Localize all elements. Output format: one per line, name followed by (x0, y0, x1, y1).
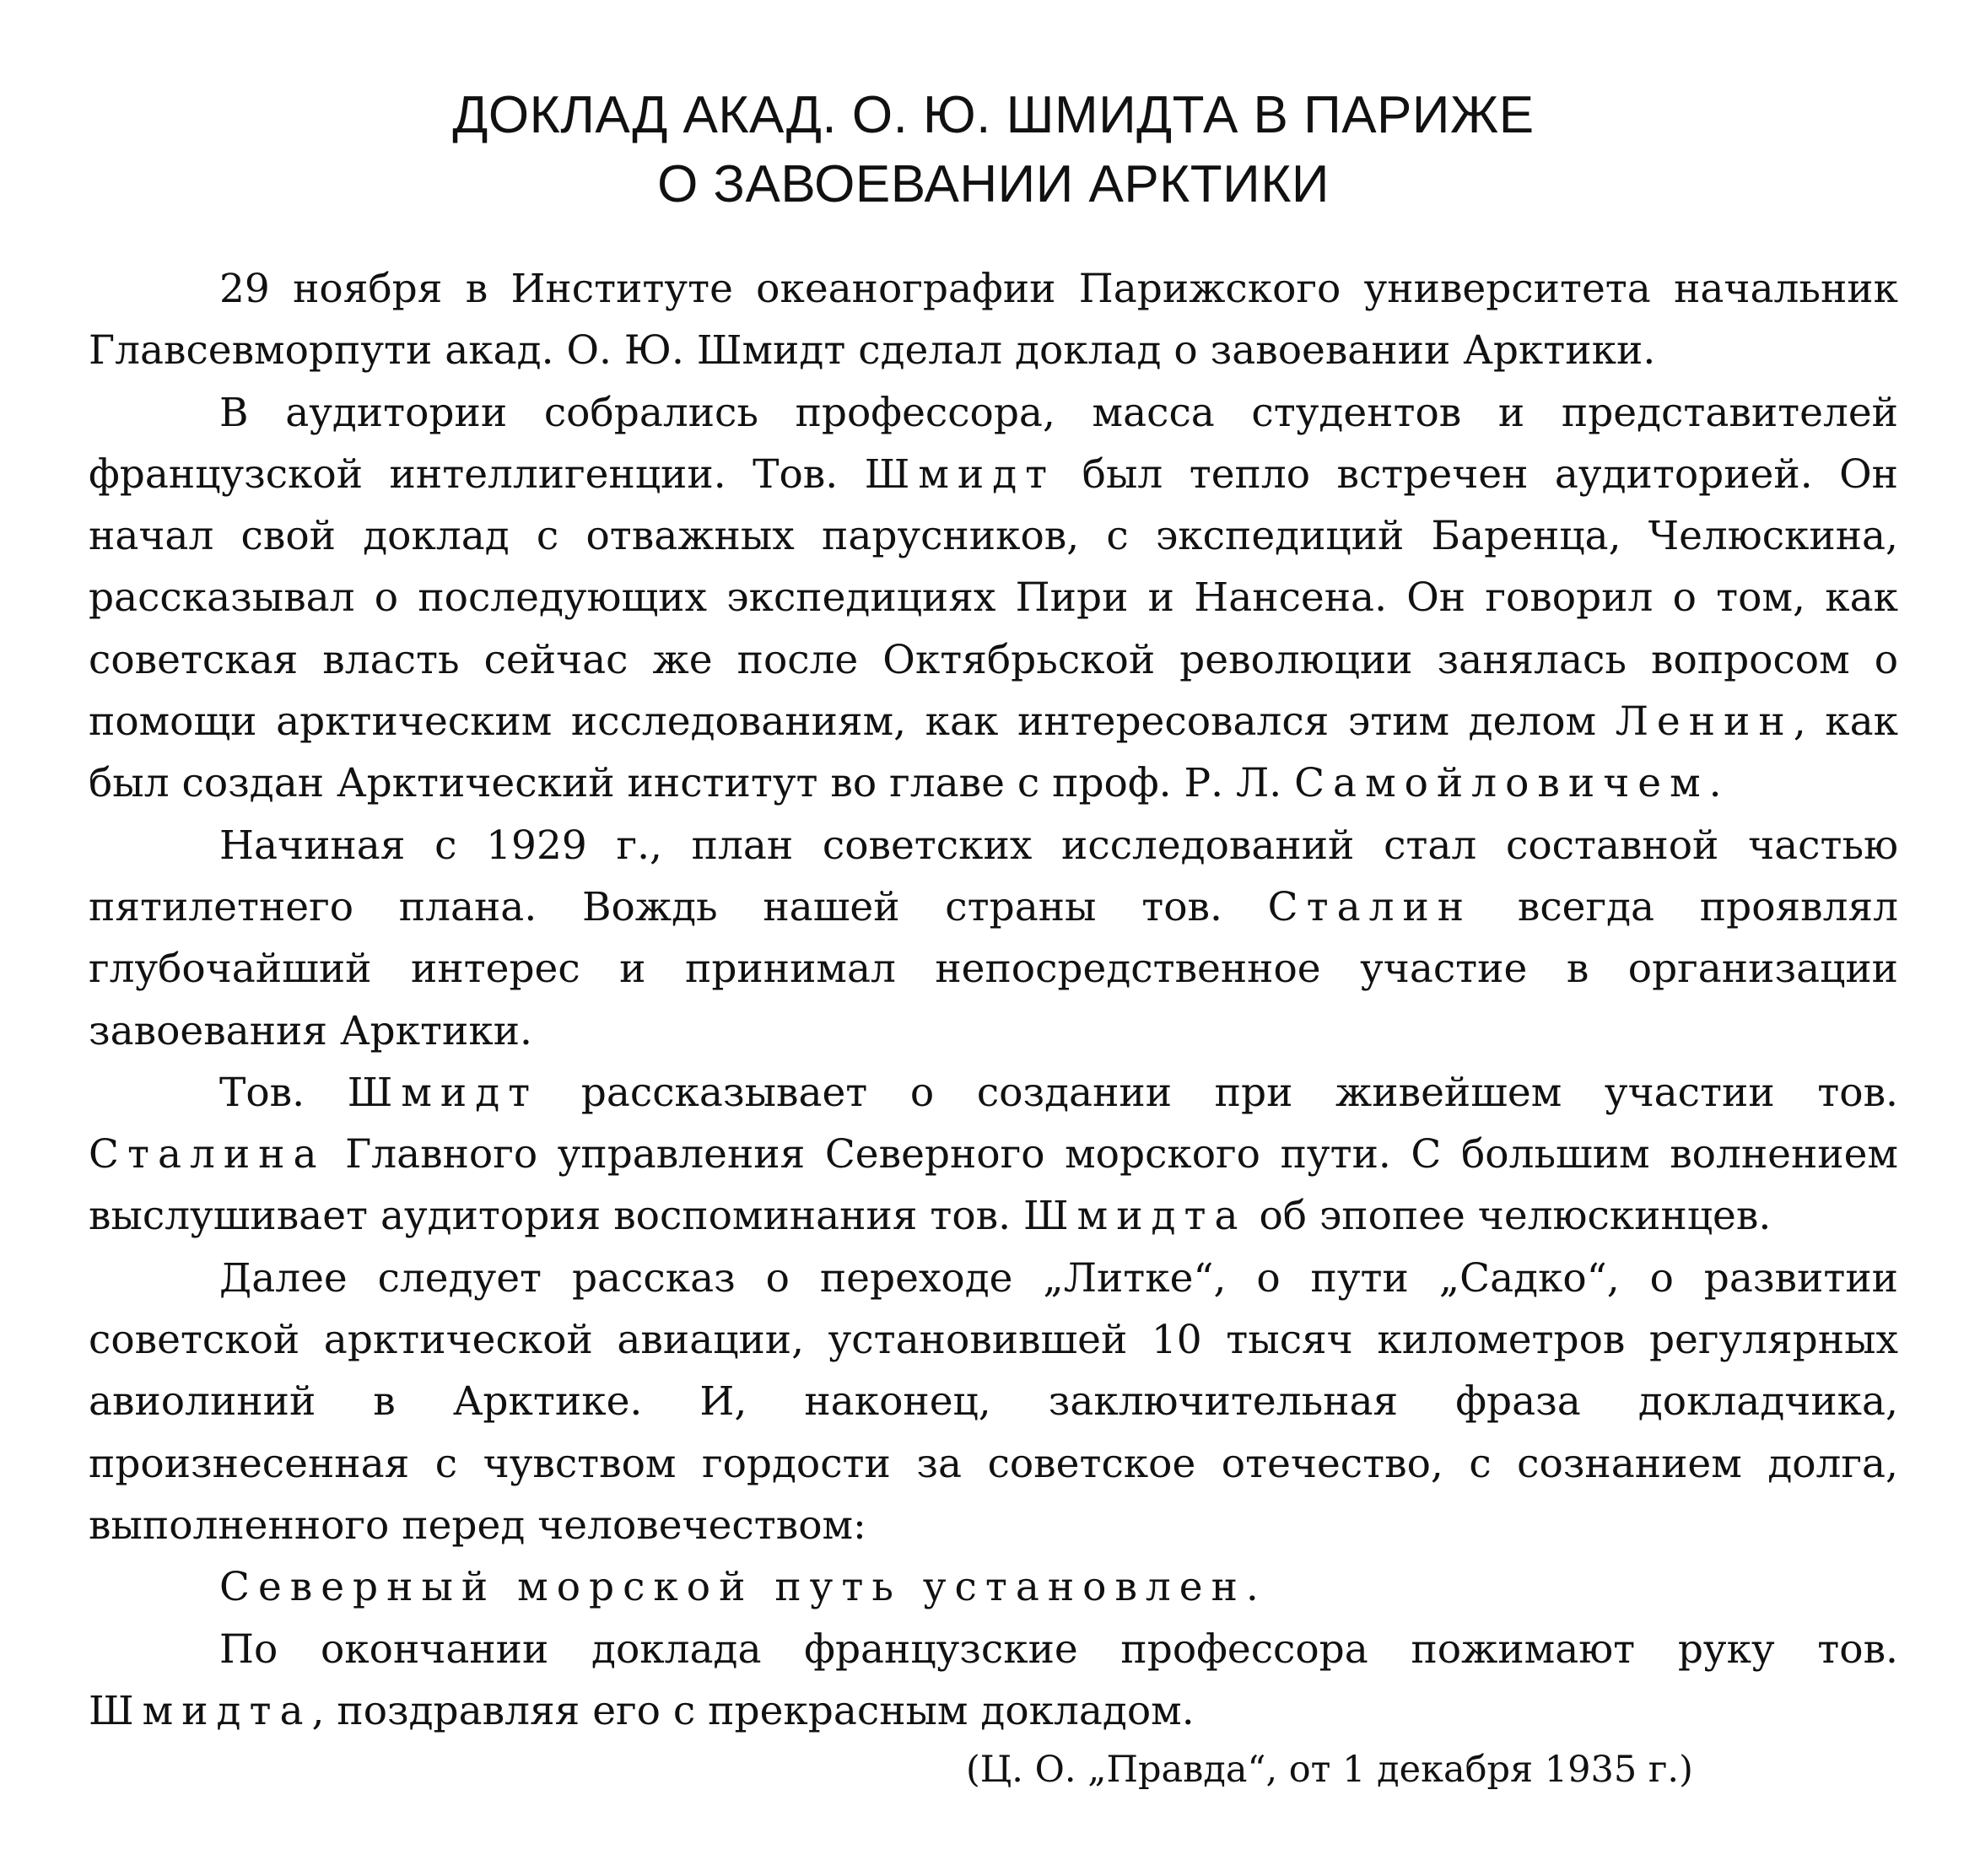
article (89, 81, 1898, 1742)
paragraph-1: 29 ноября в Институте океанографии Парижского университета начальник Главсевморпути акад. О. Ю. Шмидт сделал доклад о завоевании Арктики. (89, 266, 1898, 375)
article-body (89, 258, 1898, 1742)
spaced-name-shmidt: Шмидт (347, 1069, 539, 1116)
paragraph-7-text-b: , поздравляя его с прекрасным докладом. (311, 1687, 1195, 1734)
spaced-name-shmidt: Шмидт (864, 450, 1056, 498)
paragraph-4-text-c: Главного управления Северного морского пути. С большим волнением выслушивает аудитория воспоминания тов. (89, 1131, 1898, 1240)
paragraph-2-text-b: был тепло встречен аудиторией. Он начал свой доклад с отважных парусников, с экспедиций Баренца, Челюскина, рассказывал о последующих экспедициях Пири и Нансена. Он говорил о том, как советская власть сейчас же после Октябрьской революции занялась вопросом о помощи арктическим исследованиям, как интересовался этим делом (89, 450, 1898, 746)
paragraph-2-text-c: , как был создан Арктический институт во главе с проф. Р. Л. (89, 698, 1898, 807)
spaced-closing-phrase: Северный морской путь установлен. (219, 1564, 1267, 1611)
paragraph-2-text-d: . (1708, 760, 1722, 807)
paragraph-4 (89, 1062, 1898, 1248)
spaced-name-stalin: Сталин (1267, 883, 1473, 930)
title-line-1: ДОКЛАД АКАД. О. Ю. ШМИДТА В ПАРИЖЕ (452, 86, 1535, 144)
spaced-name-lenin: Ленин (1615, 698, 1794, 746)
article-title (89, 81, 1898, 219)
paragraph-2 (89, 382, 1898, 815)
paragraph-5: Далее следует рассказ о переходе „Литке“, о пути „Садко“, о развитии советской арктической авиации, установившей 10 тысяч километров регулярных авиолиний в Арктике. И, наконец, заключительная фраза докладчика, произнесенная с чувством гордости за советское отечество, с сознанием долга, выполненного перед человечеством: (89, 1254, 1898, 1549)
paragraph-6 (89, 1556, 1898, 1618)
spaced-name-stalina: Сталина (89, 1131, 326, 1178)
paragraph-3-text-a: Начиная с 1929 г., план советских исследований стал составной частью пятилетнего плана. Вождь нашей страны тов. (89, 822, 1898, 930)
paragraph-3-text-b: всегда проявлял глубочайший интерес и принимал непосредственное участие в организации завоевания Арктики. (89, 883, 1898, 1054)
paragraph-4-text-a: Тов. (219, 1069, 348, 1116)
spaced-name-samoylovich: Самойловичем (1294, 760, 1709, 807)
paragraph-4-text-d: об эпопее челюскинцев. (1246, 1193, 1772, 1240)
title-line-2: О ЗАВОЕВАНИИ АРКТИКИ (657, 155, 1330, 213)
paragraph-7 (89, 1619, 1898, 1743)
source-citation: (Ц. О. „Правда“, от 1 декабря 1935 г.) (966, 1749, 1693, 1791)
spaced-name-shmidta: Шмидта (89, 1687, 312, 1734)
paragraph-2-text-a: В аудитории собрались профессора, масса студентов и представителей французской интеллигенции. Тов. (89, 389, 1898, 498)
paragraph-7-text-a: По окончании доклада французские профессора пожимают руку тов. (219, 1625, 1898, 1673)
spaced-name-shmidta: Шмидта (1023, 1193, 1247, 1240)
paragraph-4-text-b: рассказывает о создании при живейшем участии тов. (538, 1069, 1898, 1116)
paragraph-3 (89, 815, 1898, 1062)
